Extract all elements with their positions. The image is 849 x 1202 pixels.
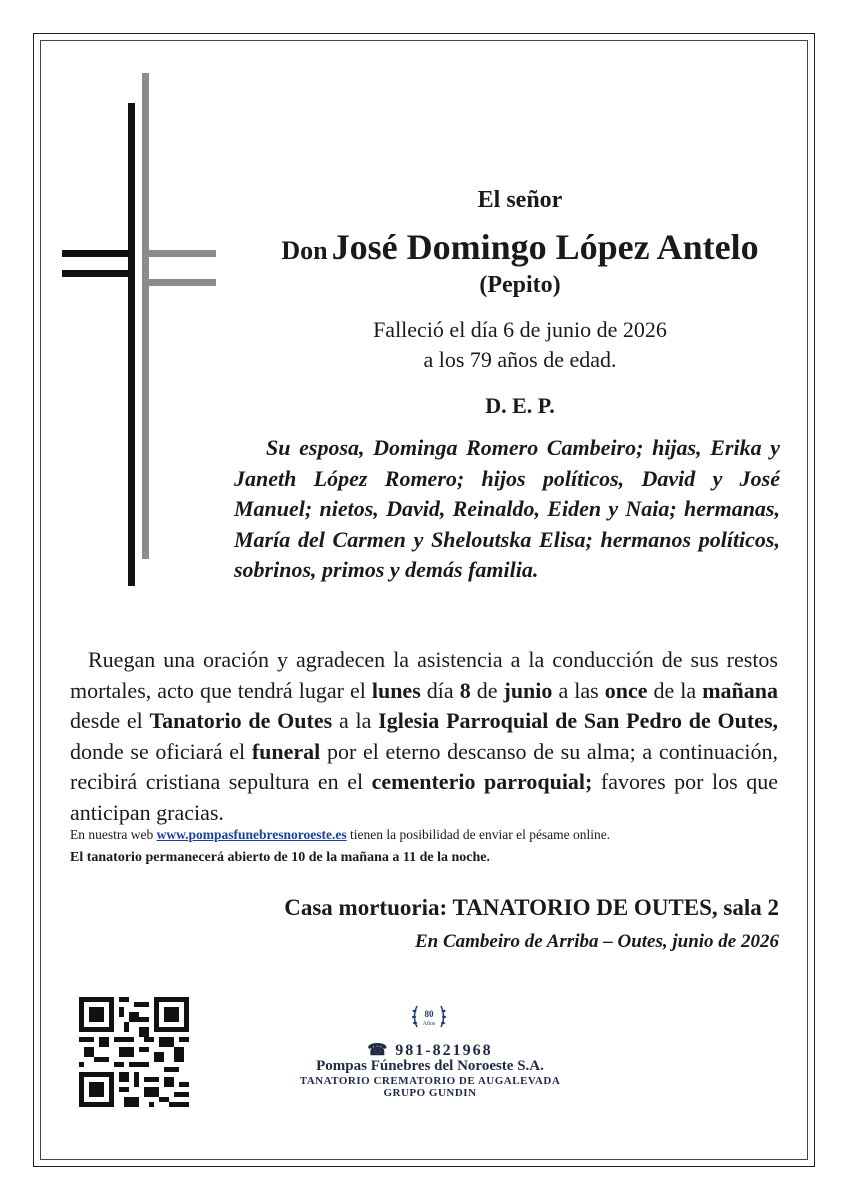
dep-text: D. E. P. <box>485 393 555 418</box>
family-paragraph: Su esposa, Dominga Romero Cambeiro; hijas, Erika y Janeth López Romero; hijos políticos, David y José Manuel; nietos, David, Reinaldo, Eiden y Naia; hermanas, María del Carmen y Sheloutska Elisa; hermanos políticos, sobrinos, primos y demás familia. <box>234 435 780 582</box>
badge-word: Años <box>422 1021 436 1027</box>
deceased-name <box>230 226 810 268</box>
website-link[interactable]: www.pompasfunebresnoroeste.es <box>156 827 347 842</box>
anniversary-badge-icon <box>409 997 449 1037</box>
death-age: a los 79 años de edad. <box>423 347 617 372</box>
full-name: José Domingo López Antelo <box>331 227 759 267</box>
nickname: (Pepito) <box>479 272 561 298</box>
qr-code <box>79 997 189 1107</box>
badge-number: 80 <box>424 1009 434 1019</box>
phone-number: 981-821968 <box>395 1042 493 1059</box>
intro-text: El señor <box>477 187 563 213</box>
phone-icon: ☎ <box>367 1042 390 1059</box>
company-line-2: GRUPO GUNDIN <box>383 1087 477 1099</box>
death-date: Falleció el día 6 de junio de 2026 <box>373 317 667 342</box>
hours-note: El tanatorio permanecerá abierto de 10 de la mañana a 11 de la noche. <box>70 850 490 865</box>
place-date: En Cambeiro de Arriba – Outes, junio de 2026 <box>414 931 779 952</box>
company-block <box>250 1058 610 1099</box>
phone-line <box>250 1040 610 1060</box>
death-info <box>320 315 720 375</box>
name-prefix: Don <box>281 236 328 265</box>
ceremony-paragraph: Ruegan una oración y agradecen la asistencia a la conducción de sus restos mortales, acto que tendrá lugar el lunes día 8 de junio a las once de la mañana desde el Tanatorio de Outes a la Iglesia Parroquial de San Pedro de Outes, donde se oficiará el funeral por el eterno descanso de su alma; a continuación, recibirá cristiana sepultura en el cementerio parroquial; favores por los que anticipan gracias. <box>70 647 778 825</box>
funeral-home: Casa mortuoria: TANATORIO DE OUTES, sala 2 <box>284 895 779 920</box>
company-name: Pompas Fúnebres del Noroeste S.A. <box>316 1058 544 1074</box>
web-note: En nuestra web www.pompasfunebresnoroeste.es tienen la posibilidad de enviar el pésame online. <box>70 827 611 842</box>
company-line-1: TANATORIO CREMATORIO DE AUGALEVADA <box>299 1075 561 1087</box>
